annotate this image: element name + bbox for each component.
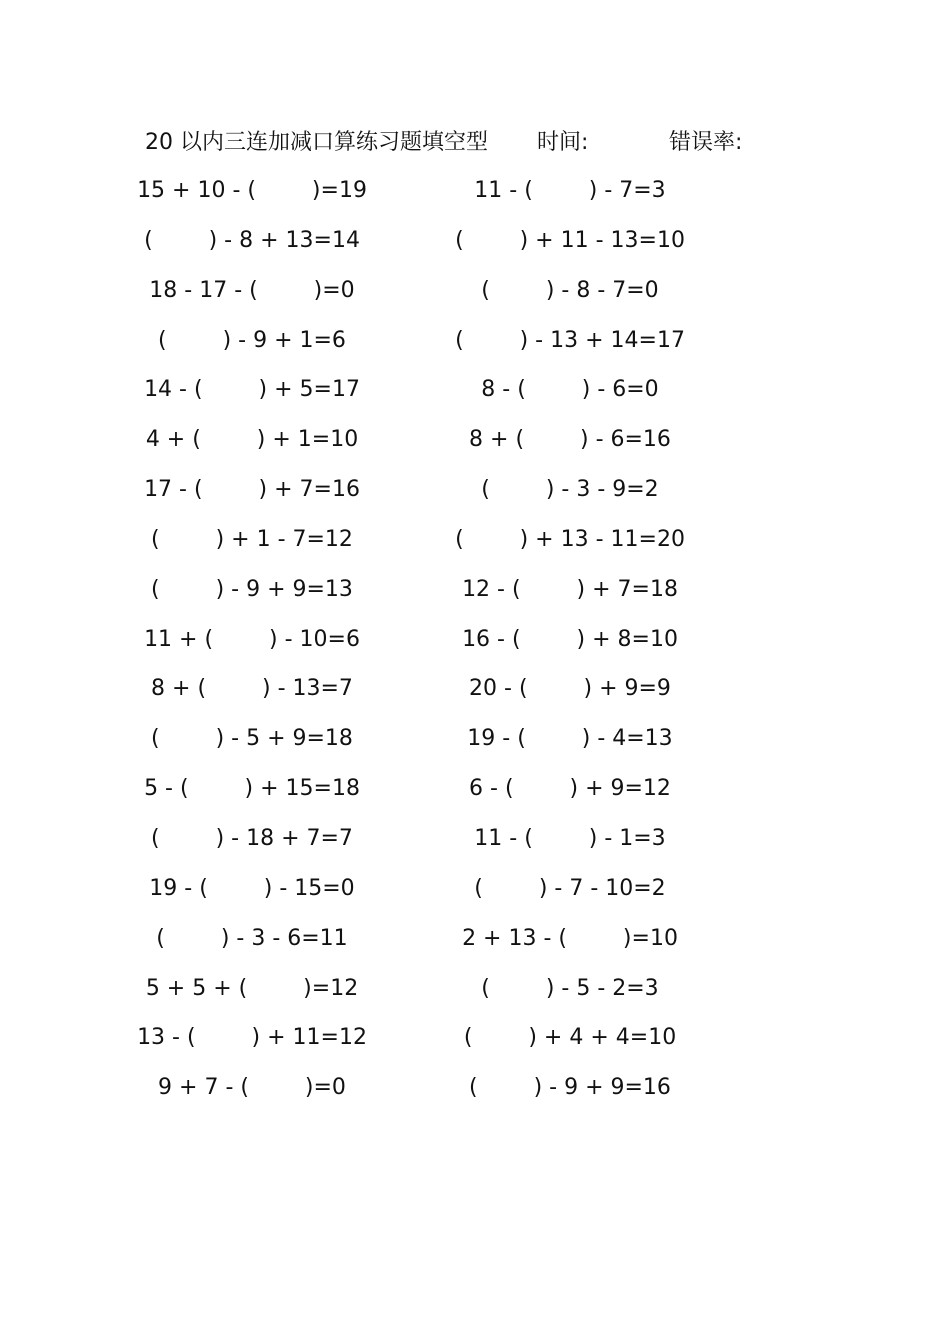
problem-row bbox=[0, 1072, 950, 1122]
problem-left: ( ) - 9 + 1=6 bbox=[158, 327, 346, 353]
problem-left: ( ) - 8 + 13=14 bbox=[144, 227, 360, 253]
problem-left: ( ) - 18 + 7=7 bbox=[151, 825, 353, 851]
problem-right: ( ) - 13 + 14=17 bbox=[455, 327, 685, 353]
problem-left: 4 + ( ) + 1=10 bbox=[145, 427, 359, 453]
problem-row bbox=[0, 1022, 950, 1072]
problem-left: 14 - ( ) + 5=17 bbox=[144, 377, 360, 403]
problem-right: ( ) - 3 - 9=2 bbox=[481, 477, 659, 503]
problem-left: ( ) - 5 + 9=18 bbox=[151, 726, 353, 752]
problem-right: 8 + ( ) - 6=16 bbox=[469, 427, 671, 453]
problem-left: 5 - ( ) + 15=18 bbox=[144, 776, 360, 802]
problem-left: 17 - ( ) + 7=16 bbox=[144, 477, 360, 503]
problem-left: ( ) - 9 + 9=13 bbox=[151, 576, 353, 602]
problem-left: ( ) + 1 - 7=12 bbox=[151, 526, 353, 552]
problem-right: ( ) - 5 - 2=3 bbox=[481, 975, 659, 1001]
problem-right: 19 - ( ) - 4=13 bbox=[467, 726, 673, 752]
problem-right: ( ) + 11 - 13=10 bbox=[455, 227, 685, 253]
problem-right: ( ) - 8 - 7=0 bbox=[481, 277, 659, 303]
problem-row bbox=[0, 225, 950, 275]
error-rate-label: 错误率: bbox=[669, 130, 743, 155]
problem-left: 5 + 5 + ( )=12 bbox=[145, 975, 359, 1001]
problem-right: 11 - ( ) - 7=3 bbox=[474, 178, 666, 203]
problem-row bbox=[0, 673, 950, 723]
problem-row bbox=[0, 474, 950, 524]
worksheet-header bbox=[145, 127, 785, 159]
problem-left: 13 - ( ) + 11=12 bbox=[137, 1025, 367, 1051]
problem-row bbox=[0, 823, 950, 873]
problem-row bbox=[0, 524, 950, 574]
problem-right: ( ) - 7 - 10=2 bbox=[474, 875, 666, 901]
problem-row bbox=[0, 873, 950, 923]
problem-right: 12 - ( ) + 7=18 bbox=[462, 576, 678, 602]
problem-left: 15 + 10 - ( )=19 bbox=[137, 178, 367, 203]
problem-left: 8 + ( ) - 13=7 bbox=[151, 676, 353, 702]
problem-right: 6 - ( ) + 9=12 bbox=[469, 776, 671, 802]
time-label: 时间: bbox=[537, 130, 589, 155]
problem-left: 9 + 7 - ( )=0 bbox=[158, 1075, 346, 1101]
problem-right: 20 - ( ) + 9=9 bbox=[469, 676, 671, 702]
problem-left: 18 - 17 - ( )=0 bbox=[149, 277, 355, 303]
problem-right: ( ) + 4 + 4=10 bbox=[463, 1025, 677, 1051]
problem-right: 11 - ( ) - 1=3 bbox=[474, 825, 666, 851]
problem-row bbox=[0, 923, 950, 973]
problem-left: 11 + ( ) - 10=6 bbox=[144, 626, 360, 652]
problem-right: 16 - ( ) + 8=10 bbox=[462, 626, 678, 652]
problem-row bbox=[0, 624, 950, 674]
problem-row bbox=[0, 325, 950, 375]
problem-row bbox=[0, 973, 950, 1023]
problem-left: 19 - ( ) - 15=0 bbox=[149, 875, 355, 901]
problem-right: ( ) - 9 + 9=16 bbox=[469, 1075, 671, 1101]
problem-left: ( ) - 3 - 6=11 bbox=[156, 925, 348, 951]
worksheet-title: 20 以内三连加减口算练习题填空型 bbox=[145, 130, 488, 155]
problem-row bbox=[0, 723, 950, 773]
problem-right: 8 - ( ) - 6=0 bbox=[481, 377, 659, 403]
problem-row bbox=[0, 374, 950, 424]
problem-right: 2 + 13 - ( )=10 bbox=[462, 925, 678, 951]
problem-row bbox=[0, 175, 950, 225]
problem-row bbox=[0, 424, 950, 474]
problem-row bbox=[0, 275, 950, 325]
problem-list bbox=[0, 175, 950, 1122]
problem-row bbox=[0, 773, 950, 823]
problem-row bbox=[0, 574, 950, 624]
problem-right: ( ) + 13 - 11=20 bbox=[455, 526, 685, 552]
